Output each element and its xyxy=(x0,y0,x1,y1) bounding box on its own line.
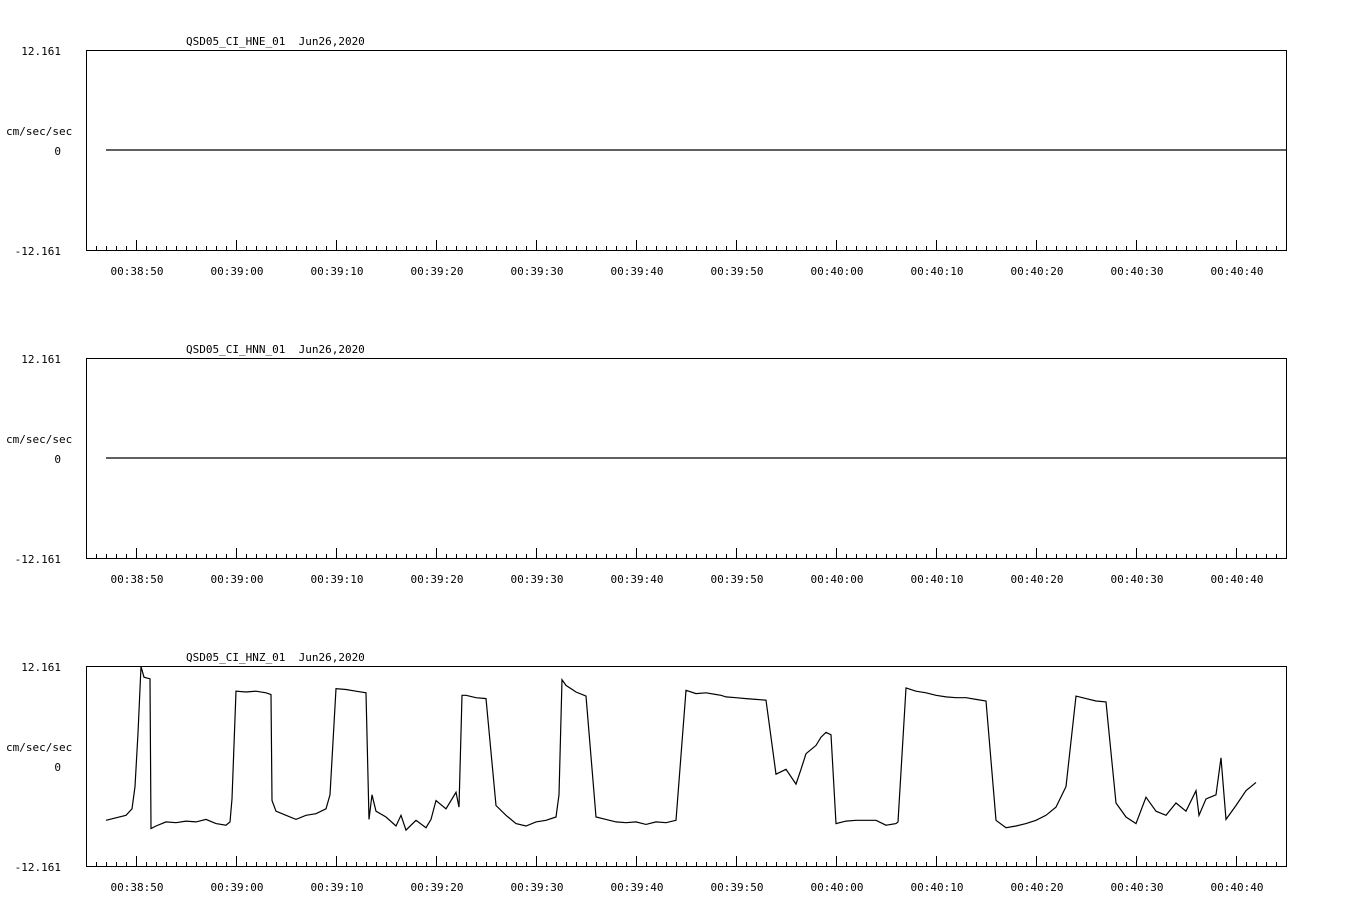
panel-hne xyxy=(6,35,1287,278)
y-axis-label: cm/sec/sec xyxy=(6,433,73,446)
y-tick-label-top: 12.161 xyxy=(21,661,61,674)
y-tick-label-bottom: -12.161 xyxy=(14,553,61,566)
y-tick-label-top: 12.161 xyxy=(21,353,61,366)
x-tick-labels xyxy=(111,881,1264,894)
x-tick-label: 00:40:00 xyxy=(810,573,864,586)
x-tick-label: 00:40:40 xyxy=(1210,573,1264,586)
x-tick-label: 00:40:40 xyxy=(1210,881,1264,894)
x-tick-label: 00:40:20 xyxy=(1010,573,1064,586)
x-tick-label: 00:39:10 xyxy=(310,881,364,894)
x-tick-label: 00:39:40 xyxy=(610,265,664,278)
x-tick-label: 00:40:00 xyxy=(810,265,864,278)
panel-title: QSD05_CI_HNZ_01 Jun26,2020 xyxy=(186,651,365,664)
panel-title: QSD05_CI_HNE_01 Jun26,2020 xyxy=(186,35,365,48)
x-tick-label: 00:39:50 xyxy=(710,573,764,586)
x-tick-label: 00:39:30 xyxy=(510,265,564,278)
x-tick-label: 00:39:20 xyxy=(410,881,464,894)
x-tick-label: 00:39:10 xyxy=(310,573,364,586)
trace-group xyxy=(106,667,1256,831)
y-tick-label-zero: 0 xyxy=(54,453,61,466)
x-tick-label: 00:38:50 xyxy=(110,265,164,278)
x-tick-label: 00:39:50 xyxy=(710,881,764,894)
x-tick-labels xyxy=(111,573,1264,586)
y-tick-label-bottom: -12.161 xyxy=(14,245,61,258)
x-tick-label: 00:40:00 xyxy=(810,881,864,894)
x-ticks xyxy=(97,240,1277,250)
x-tick-labels xyxy=(111,265,1264,278)
x-tick-label: 00:39:50 xyxy=(710,265,764,278)
x-tick-label: 00:40:30 xyxy=(1110,573,1164,586)
panel-hnz xyxy=(6,651,1287,894)
panel-title: QSD05_CI_HNN_01 Jun26,2020 xyxy=(186,343,365,356)
y-axis-label: cm/sec/sec xyxy=(6,125,73,138)
x-tick-label: 00:40:10 xyxy=(910,265,964,278)
plot-frame xyxy=(87,667,1287,867)
x-tick-label: 00:40:40 xyxy=(1210,265,1264,278)
x-ticks xyxy=(97,548,1277,558)
x-tick-label: 00:39:00 xyxy=(210,881,264,894)
x-tick-label: 00:39:20 xyxy=(410,573,464,586)
x-ticks xyxy=(97,856,1277,866)
x-tick-label: 00:39:40 xyxy=(610,573,664,586)
x-tick-label: 00:40:10 xyxy=(910,881,964,894)
waveform-trace xyxy=(106,667,1256,831)
x-tick-label: 00:40:20 xyxy=(1010,881,1064,894)
panel-hnn xyxy=(6,343,1287,586)
x-tick-label: 00:39:00 xyxy=(210,265,264,278)
y-tick-label-zero: 0 xyxy=(54,145,61,158)
x-tick-label: 00:40:30 xyxy=(1110,881,1164,894)
x-tick-label: 00:39:40 xyxy=(610,881,664,894)
y-tick-label-bottom: -12.161 xyxy=(14,861,61,874)
x-tick-label: 00:39:30 xyxy=(510,573,564,586)
x-tick-label: 00:40:20 xyxy=(1010,265,1064,278)
x-tick-label: 00:38:50 xyxy=(110,573,164,586)
x-tick-label: 00:40:10 xyxy=(910,573,964,586)
x-tick-label: 00:38:50 xyxy=(110,881,164,894)
x-tick-label: 00:39:10 xyxy=(310,265,364,278)
x-tick-label: 00:39:00 xyxy=(210,573,264,586)
x-tick-label: 00:40:30 xyxy=(1110,265,1164,278)
y-tick-label-zero: 0 xyxy=(54,761,61,774)
x-tick-label: 00:39:30 xyxy=(510,881,564,894)
y-axis-label: cm/sec/sec xyxy=(6,741,73,754)
x-tick-label: 00:39:20 xyxy=(410,265,464,278)
y-tick-label-top: 12.161 xyxy=(21,45,61,58)
